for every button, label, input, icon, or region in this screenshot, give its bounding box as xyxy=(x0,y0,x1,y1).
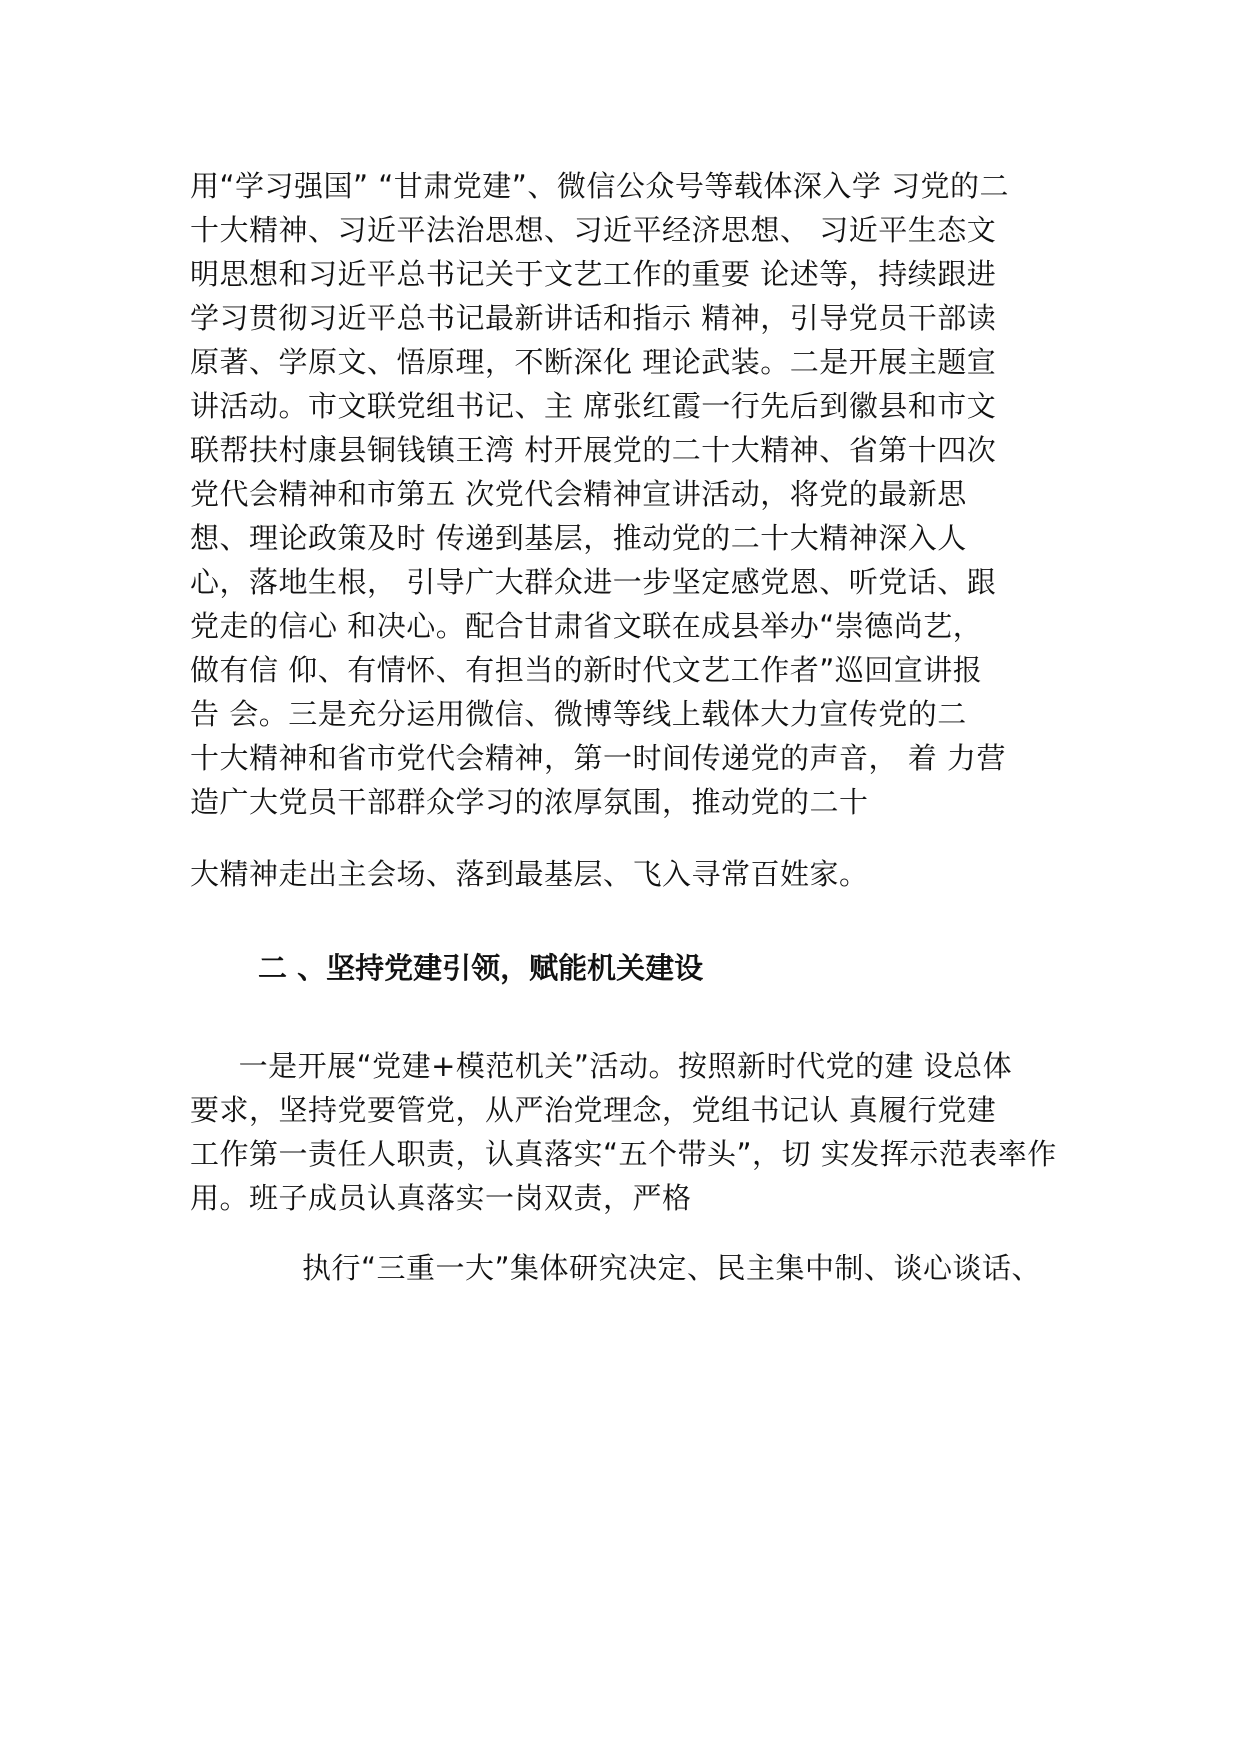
text-line: 党走的信心 和决心。配合甘肃省文联在成县举办“崇德尚艺， xyxy=(190,609,983,643)
text-line: 用“学习强国” “甘肃党建”、微信公众号等载体深入学 习党的二 xyxy=(190,169,1010,203)
text-line: 做有信 仰、有情怀、有担当的新时代文艺工作者”巡回宣讲报 xyxy=(190,653,983,687)
section-heading: 二 、坚持党建引领，赋能机关建设 xyxy=(258,951,704,985)
text-line: 执行“三重一大”集体研究决定、民主集中制、谈心谈话、 xyxy=(302,1251,1042,1285)
text-line: 联帮扶村康县铜钱镇王湾 村开展党的二十大精神、省第十四次 xyxy=(190,433,997,467)
text-line: 一是开展“党建+模范机关”活动。按照新时代党的建 设总体 xyxy=(190,1049,1013,1083)
text-line: 要求，坚持党要管党，从严治党理念，党组书记认 真履行党建 xyxy=(190,1093,997,1127)
text-line: 造广大党员干部群众学习的浓厚氛围，推动党的二十 xyxy=(190,785,869,819)
text-line: 学习贯彻习近平总书记最新讲话和指示 精神，引导党员干部读 xyxy=(190,301,997,335)
text-line: 告 会。三是充分运用微信、微博等线上载体大力宣传党的二 xyxy=(190,697,967,731)
text-line: 想、理论政策及时 传递到基层，推动党的二十大精神深入人 xyxy=(190,521,967,555)
text-line: 明思想和习近平总书记关于文艺工作的重要 论述等，持续跟进 xyxy=(190,257,997,291)
text-line: 党代会精神和市第五 次党代会精神宣讲活动，将党的最新思 xyxy=(190,477,967,511)
text-line: 十大精神和省市党代会精神，第一时间传递党的声音， 着 力营 xyxy=(190,741,1006,775)
text-line: 十大精神、习近平法治思想、习近平经济思想、 习近平生态文 xyxy=(190,213,997,247)
text-line: 用。班子成员认真落实一岗双责，严格 xyxy=(190,1181,692,1215)
text-line: 大精神走出主会场、落到最基层、飞入寻常百姓家。 xyxy=(190,857,869,891)
text-line: 讲活动。市文联党组书记、主 席张红霞一行先后到徽县和市文 xyxy=(190,389,997,423)
text-line: 工作第一责任人职责，认真落实“五个带头”，切 实发挥示范表率作 xyxy=(190,1137,1057,1171)
text-line: 原著、学原文、悟原理，不断深化 理论武装。二是开展主题宣 xyxy=(190,345,997,379)
text-line: 心，落地生根， 引导广大群众进一步坚定感党恩、听党话、跟 xyxy=(190,565,997,599)
